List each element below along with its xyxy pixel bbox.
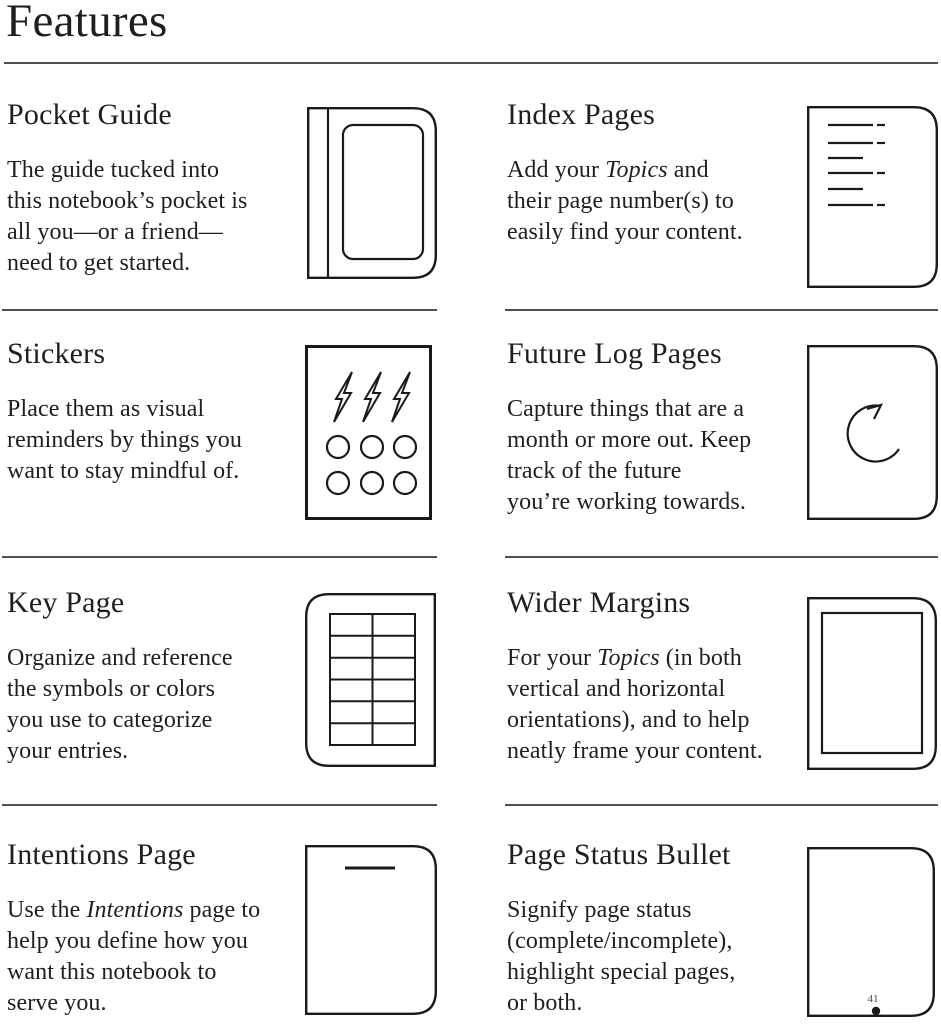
body-line: you’re working towards. xyxy=(507,489,746,515)
body-line: Use the Intentions page to xyxy=(7,897,261,923)
status-bullet-dot xyxy=(872,1007,880,1015)
body-line: their page number(s) to xyxy=(507,188,734,214)
feature-description xyxy=(7,394,307,487)
key-table-grid xyxy=(330,614,415,745)
row-divider-left xyxy=(2,556,437,558)
body-line: Signify page status xyxy=(507,897,692,923)
body-line: The guide tucked into xyxy=(7,157,220,183)
body-line: neatly frame your content. xyxy=(507,738,763,764)
body-line: Add your Topics and xyxy=(507,157,709,183)
feature-description xyxy=(7,155,307,279)
margin-frame xyxy=(822,613,922,753)
body-line: serve you. xyxy=(7,990,107,1016)
row-divider-right xyxy=(505,556,938,558)
body-line: orientations), and to help xyxy=(507,707,750,733)
italic-word: Intentions xyxy=(86,897,184,923)
circle-stickers xyxy=(327,436,416,494)
feature-description xyxy=(507,155,807,248)
future-log-circular-arrow-icon xyxy=(807,345,938,520)
feature-pocket-guide xyxy=(7,97,307,279)
body-line: Capture things that are a xyxy=(507,396,745,422)
body-line: want this notebook to xyxy=(7,959,217,985)
feature-index-pages xyxy=(507,97,807,248)
feature-description xyxy=(507,643,807,767)
feature-key-page xyxy=(7,585,307,767)
feature-stickers xyxy=(7,336,307,487)
body-line: want to stay mindful of. xyxy=(7,458,240,484)
body-line: your entries. xyxy=(7,738,129,764)
intentions-page-title-line-icon xyxy=(305,845,437,1015)
circular-arrow-arc xyxy=(848,405,899,461)
title-divider-rule xyxy=(4,62,938,64)
body-line: vertical and horizontal xyxy=(507,676,726,702)
feature-title: Key Page xyxy=(7,586,125,619)
stickers-sheet-icon xyxy=(305,345,432,520)
feature-title: Page Status Bullet xyxy=(507,838,731,871)
body-line: (complete/incomplete), xyxy=(507,928,733,954)
page-number-label: 41 xyxy=(867,993,879,1005)
page-title: Features xyxy=(6,0,168,47)
body-line: or both. xyxy=(507,990,583,1016)
feature-description xyxy=(507,394,807,518)
body-line: Organize and reference xyxy=(7,645,233,671)
body-line: you use to categorize xyxy=(7,707,213,733)
feature-title: Future Log Pages xyxy=(507,337,722,370)
row-divider-right xyxy=(505,804,938,806)
row-divider-right xyxy=(505,309,938,311)
body-line: all you—or a friend— xyxy=(7,219,223,245)
body-line: help you define how you xyxy=(7,928,248,954)
feature-intentions-page xyxy=(7,837,307,1019)
body-line: need to get started. xyxy=(7,250,191,276)
body-line: this notebook’s pocket is xyxy=(7,188,248,214)
feature-title: Wider Margins xyxy=(507,586,691,619)
body-line: For your Topics (in both xyxy=(507,645,742,671)
page-status-bullet-icon xyxy=(807,847,935,1017)
body-line: highlight special pages, xyxy=(507,959,736,985)
feature-description xyxy=(7,895,307,1019)
pocket-guide-notebook-icon xyxy=(307,107,437,279)
feature-description xyxy=(507,895,807,1019)
body-line: the symbols or colors xyxy=(7,676,216,702)
key-page-table-icon xyxy=(305,593,436,767)
feature-title: Index Pages xyxy=(507,98,655,131)
feature-title: Pocket Guide xyxy=(7,98,172,131)
row-divider-left xyxy=(2,309,437,311)
feature-title: Intentions Page xyxy=(7,838,196,871)
row-divider-left xyxy=(2,804,437,806)
feature-wider-margins xyxy=(507,585,807,767)
body-line: reminders by things you xyxy=(7,427,242,453)
feature-future-log-pages xyxy=(507,336,807,518)
pocket-guide-card xyxy=(343,125,423,259)
italic-word: Topics xyxy=(597,645,660,671)
italic-word: Topics xyxy=(605,157,668,183)
body-line: Place them as visual xyxy=(7,396,205,422)
index-page-lines-icon xyxy=(807,106,938,288)
body-line: track of the future xyxy=(507,458,682,484)
lightning-bolt-stickers xyxy=(334,372,410,422)
feature-title: Stickers xyxy=(7,337,106,370)
feature-description xyxy=(7,643,307,767)
index-entry-lines xyxy=(828,125,885,205)
body-line: easily find your content. xyxy=(507,219,743,245)
feature-page-status-bullet xyxy=(507,837,807,1019)
wider-margins-frame-icon xyxy=(807,597,937,770)
body-line: month or more out. Keep xyxy=(507,427,752,453)
